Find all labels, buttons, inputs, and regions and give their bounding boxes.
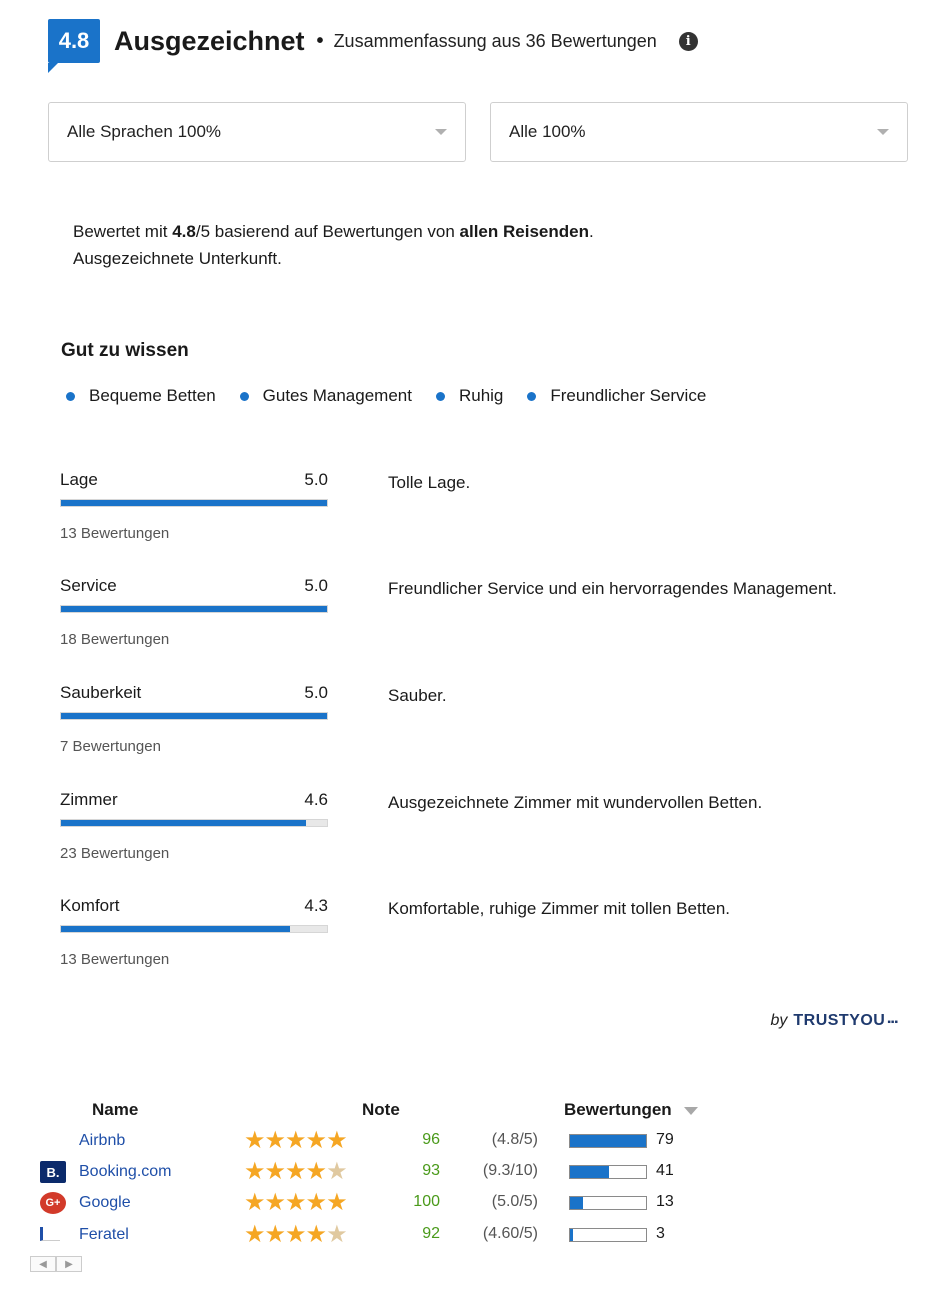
category-review-count: 7 Bewertungen (60, 738, 161, 755)
star-half-icon: ★ (326, 1158, 347, 1185)
rating-title: Ausgezeichnet (114, 25, 305, 56)
bullet-icon (527, 392, 536, 401)
feratel-icon (40, 1227, 60, 1241)
source-name-link[interactable]: Feratel (79, 1226, 129, 1243)
source-scale: (4.60/5) (482, 1225, 538, 1242)
star-full-icon: ★ (264, 1221, 286, 1248)
category-zimmer (60, 790, 880, 890)
star-rating (244, 1222, 347, 1248)
star-full-icon: ★ (305, 1158, 327, 1185)
traveler-filter-value: Alle 100% (509, 122, 586, 141)
category-bar-fill (61, 926, 290, 932)
bullet-icon (436, 392, 445, 401)
next-page-button[interactable]: ▶ (56, 1256, 82, 1272)
category-score: 5.0 (304, 470, 328, 489)
category-comment: Komfortable, ruhige Zimmer mit tollen Betten. (388, 899, 731, 918)
table-row (36, 1190, 756, 1218)
review-summary-count: Zusammenfassung aus 36 Bewertungen (333, 30, 657, 51)
review-count: 13 (656, 1193, 674, 1210)
star-rating (244, 1190, 347, 1216)
star-full-icon: ★ (285, 1189, 306, 1216)
category-review-count: 23 Bewertungen (60, 845, 170, 862)
category-name: Komfort (60, 896, 120, 915)
star-full-icon: ★ (305, 1221, 327, 1248)
bullet-icon (66, 392, 75, 401)
summary-verdict: Ausgezeichnete Unterkunft. (73, 249, 282, 268)
summary-score: 4.8 (172, 222, 196, 241)
category-score: 5.0 (304, 576, 328, 595)
column-header-name[interactable]: Name (92, 1100, 139, 1119)
source-name-link[interactable]: Airbnb (79, 1132, 126, 1149)
category-bar (60, 605, 328, 613)
star-full-icon: ★ (244, 1189, 265, 1216)
table-row (36, 1159, 756, 1187)
source-note: 100 (413, 1193, 440, 1210)
category-komfort (60, 896, 880, 996)
star-rating (244, 1128, 347, 1154)
chevron-down-icon (435, 129, 447, 135)
rating-summary: Bewertet mit 4.8/5 basierend auf Bewertungen von allen Reisenden. Ausgezeichnete Unterkunft. (73, 218, 594, 272)
booking-icon: B. (40, 1161, 66, 1183)
table-row (36, 1222, 756, 1250)
traveler-filter-dropdown[interactable] (490, 102, 908, 162)
category-bar-fill (61, 820, 306, 826)
category-sauberkeit (60, 683, 880, 783)
category-bar (60, 925, 328, 933)
bullet-icon (240, 392, 249, 401)
summary-travelers: allen Reisenden (459, 222, 589, 241)
google-plus-icon: G+ (40, 1192, 66, 1214)
review-count: 3 (656, 1225, 665, 1242)
star-full-icon: ★ (326, 1189, 347, 1216)
category-name: Service (60, 576, 117, 595)
table-pager (30, 1256, 82, 1272)
info-icon[interactable]: i (679, 32, 698, 51)
category-score: 5.0 (304, 683, 328, 702)
star-full-icon: ★ (285, 1158, 306, 1185)
source-scale: (4.8/5) (491, 1131, 538, 1148)
table-row (36, 1128, 756, 1156)
star-full-icon: ★ (305, 1127, 327, 1154)
category-comment: Tolle Lage. (388, 473, 471, 492)
category-review-count: 13 Bewertungen (60, 525, 170, 542)
category-name: Zimmer (60, 790, 118, 809)
category-bar (60, 819, 328, 827)
category-score: 4.3 (304, 896, 328, 915)
review-count-bar (569, 1228, 647, 1242)
source-name-link[interactable]: Google (79, 1194, 131, 1211)
good-to-know-title: Gut zu wissen (61, 340, 189, 361)
star-full-icon: ★ (326, 1127, 347, 1154)
star-full-icon: ★ (264, 1158, 286, 1185)
star-full-icon: ★ (264, 1189, 286, 1216)
language-filter-value: Alle Sprachen 100% (67, 122, 222, 141)
good-to-know-item: Bequeme Betten (66, 386, 216, 406)
trustyou-attribution[interactable] (770, 1012, 898, 1030)
category-review-count: 18 Bewertungen (60, 631, 170, 648)
category-lage (60, 470, 880, 570)
source-note: 92 (422, 1225, 440, 1242)
chevron-down-icon (877, 129, 889, 135)
category-comment: Freundlicher Service und ein hervorragendes Management. (388, 579, 837, 598)
star-full-icon: ★ (264, 1127, 286, 1154)
star-half-icon: ★ (326, 1221, 347, 1248)
source-note: 96 (422, 1131, 440, 1148)
review-count-bar-fill (570, 1135, 646, 1147)
column-header-note[interactable]: Note (362, 1100, 400, 1119)
airbnb-icon (40, 1130, 68, 1152)
review-count-bar-fill (570, 1166, 609, 1178)
source-scale: (9.3/10) (482, 1162, 538, 1179)
category-service (60, 576, 880, 676)
review-count-bar-fill (570, 1197, 583, 1209)
category-bar-fill (61, 500, 327, 506)
category-bar (60, 712, 328, 720)
column-header-reviews[interactable]: Bewertungen (564, 1100, 698, 1120)
source-name-link[interactable]: Booking.com (79, 1163, 172, 1180)
language-filter-dropdown[interactable] (48, 102, 466, 162)
review-count-bar-fill (570, 1229, 573, 1241)
star-full-icon: ★ (285, 1221, 306, 1248)
score-badge: 4.8 (48, 19, 100, 63)
rating-header (48, 16, 698, 66)
star-rating (244, 1159, 347, 1185)
source-scale: (5.0/5) (491, 1193, 538, 1210)
star-full-icon: ★ (244, 1221, 265, 1248)
category-bar-fill (61, 713, 327, 719)
category-name: Lage (60, 470, 98, 489)
category-name: Sauberkeit (60, 683, 142, 702)
category-bar-fill (61, 606, 327, 612)
review-count-bar (569, 1165, 647, 1179)
star-full-icon: ★ (305, 1189, 327, 1216)
prev-page-button[interactable]: ◀ (30, 1256, 56, 1272)
review-count: 79 (656, 1131, 674, 1148)
review-count-bar (569, 1134, 647, 1148)
sort-desc-icon[interactable] (684, 1107, 698, 1115)
good-to-know-item: Ruhig (436, 386, 503, 406)
star-full-icon: ★ (244, 1127, 265, 1154)
attribution-by: by (770, 1012, 788, 1029)
good-to-know-list (66, 386, 730, 406)
review-count: 41 (656, 1162, 674, 1179)
source-note: 93 (422, 1162, 440, 1179)
trustyou-logo: TRUSTYOU (793, 1012, 886, 1029)
category-review-count: 13 Bewertungen (60, 951, 170, 968)
star-full-icon: ★ (285, 1127, 306, 1154)
good-to-know-item: Gutes Management (240, 386, 412, 406)
category-score: 4.6 (304, 790, 328, 809)
separator-dot: • (316, 29, 324, 52)
star-full-icon: ★ (244, 1158, 265, 1185)
category-comment: Ausgezeichnete Zimmer mit wundervollen Betten. (388, 793, 763, 812)
category-comment: Sauber. (388, 686, 447, 705)
category-bar (60, 499, 328, 507)
good-to-know-item: Freundlicher Service (527, 386, 706, 406)
trustyou-logo-dots: ▪▪▪ (887, 1017, 898, 1028)
review-count-bar (569, 1196, 647, 1210)
